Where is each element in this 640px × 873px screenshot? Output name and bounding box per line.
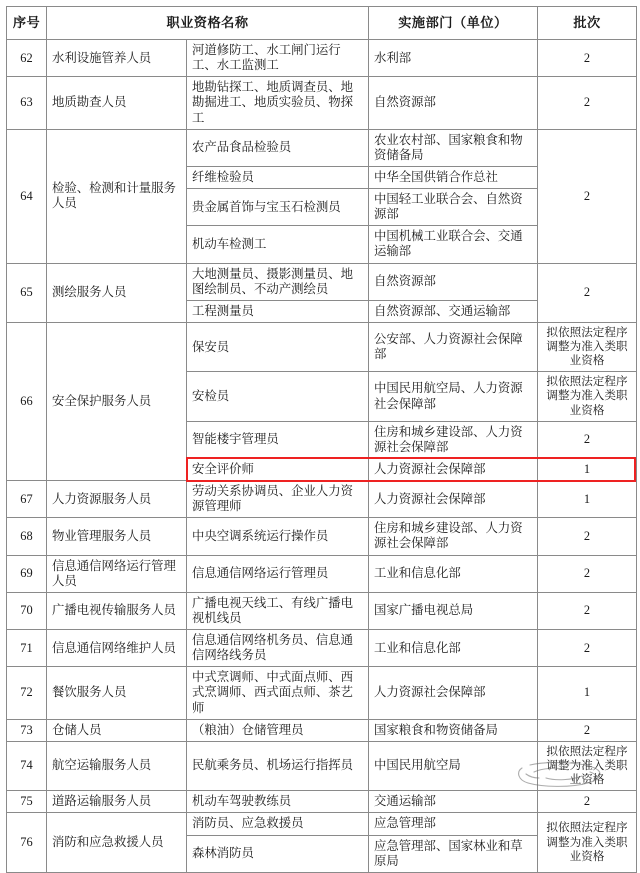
cell-sequence-number: 73 xyxy=(7,719,47,741)
cell-batch: 2 xyxy=(538,518,637,555)
cell-qualification-name: 智能楼宇管理员 xyxy=(187,421,369,458)
table-row xyxy=(7,129,637,166)
cell-batch: 拟依照法定程序调整为准入类职业资格 xyxy=(538,372,637,421)
cell-qualification-name: 劳动关系协调员、企业人力资源管理师 xyxy=(187,481,369,518)
cell-qualification-name: 纤维检验员 xyxy=(187,166,369,188)
cell-qualification-name: 机动车驾驶教练员 xyxy=(187,791,369,813)
cell-batch: 2 xyxy=(538,77,637,129)
cell-implementing-department: 人力资源社会保障部 xyxy=(369,458,538,480)
cell-implementing-department: 自然资源部 xyxy=(369,263,538,300)
cell-qualification-name: 河道修防工、水工闸门运行工、水工监测工 xyxy=(187,40,369,77)
cell-implementing-department: 公安部、人力资源社会保障部 xyxy=(369,322,538,371)
table-header xyxy=(7,7,637,40)
cell-occupation-category: 地质勘查人员 xyxy=(47,77,187,129)
cell-batch: 2 xyxy=(538,630,637,667)
cell-qualification-name: 中式烹调师、中式面点师、西式烹调师、西式面点师、茶艺师 xyxy=(187,667,369,719)
cell-occupation-category: 信息通信网络运行管理人员 xyxy=(47,555,187,592)
cell-sequence-number: 67 xyxy=(7,481,47,518)
header-cell-seq: 序号 xyxy=(7,7,47,40)
cell-sequence-number: 76 xyxy=(7,813,47,872)
header-row xyxy=(7,7,637,40)
table-row xyxy=(7,667,637,719)
cell-occupation-category: 信息通信网络维护人员 xyxy=(47,630,187,667)
cell-implementing-department: 水利部 xyxy=(369,40,538,77)
header-cell-name: 职业资格名称 xyxy=(47,7,369,40)
table-row xyxy=(7,592,637,629)
cell-occupation-category: 广播电视传输服务人员 xyxy=(47,592,187,629)
cell-implementing-department: 人力资源社会保障部 xyxy=(369,481,538,518)
cell-sequence-number: 66 xyxy=(7,322,47,480)
cell-occupation-category: 航空运输服务人员 xyxy=(47,741,187,790)
table-row xyxy=(7,263,637,300)
cell-qualification-name: 广播电视天线工、有线广播电视机线员 xyxy=(187,592,369,629)
cell-sequence-number: 69 xyxy=(7,555,47,592)
cell-sequence-number: 70 xyxy=(7,592,47,629)
cell-qualification-name: 消防员、应急救援员 xyxy=(187,813,369,835)
cell-implementing-department: 中国民用航空局 xyxy=(369,741,538,790)
cell-occupation-category: 检验、检测和计量服务人员 xyxy=(47,129,187,263)
cell-qualification-name: 中央空调系统运行操作员 xyxy=(187,518,369,555)
cell-batch: 2 xyxy=(538,791,637,813)
cell-occupation-category: 测绘服务人员 xyxy=(47,263,187,322)
cell-qualification-name: 大地测量员、摄影测量员、地图绘制员、不动产测绘员 xyxy=(187,263,369,300)
cell-occupation-category: 餐饮服务人员 xyxy=(47,667,187,719)
cell-qualification-name: 民航乘务员、机场运行指挥员 xyxy=(187,741,369,790)
cell-sequence-number: 63 xyxy=(7,77,47,129)
cell-qualification-name: 地勘钻探工、地质调查员、地勘掘进工、地质实验员、物探工 xyxy=(187,77,369,129)
cell-implementing-department: 中国民用航空局、人力资源社会保障部 xyxy=(369,372,538,421)
cell-batch: 2 xyxy=(538,40,637,77)
header-cell-dept: 实施部门（单位） xyxy=(369,7,538,40)
cell-occupation-category: 消防和应急救援人员 xyxy=(47,813,187,872)
table-row xyxy=(7,741,637,790)
cell-sequence-number: 64 xyxy=(7,129,47,263)
table-row xyxy=(7,322,637,371)
cell-implementing-department: 中国机械工业联合会、交通运输部 xyxy=(369,226,538,263)
cell-implementing-department: 农业农村部、国家粮食和物资储备局 xyxy=(369,129,538,166)
table-body xyxy=(7,40,637,873)
cell-implementing-department: 国家广播电视总局 xyxy=(369,592,538,629)
table-row xyxy=(7,813,637,835)
cell-occupation-category: 道路运输服务人员 xyxy=(47,791,187,813)
cell-qualification-name: 贵金属首饰与宝玉石检测员 xyxy=(187,189,369,226)
cell-implementing-department: 中华全国供销合作总社 xyxy=(369,166,538,188)
cell-occupation-category: 仓储人员 xyxy=(47,719,187,741)
header-cell-batch: 批次 xyxy=(538,7,637,40)
cell-batch: 拟依照法定程序调整为准入类职业资格 xyxy=(538,322,637,371)
cell-batch: 2 xyxy=(538,555,637,592)
cell-implementing-department: 住房和城乡建设部、人力资源社会保障部 xyxy=(369,421,538,458)
cell-batch: 1 xyxy=(538,667,637,719)
cell-implementing-department: 应急管理部、国家林业和草原局 xyxy=(369,835,538,872)
cell-occupation-category: 水利设施管养人员 xyxy=(47,40,187,77)
cell-implementing-department: 自然资源部、交通运输部 xyxy=(369,300,538,322)
cell-sequence-number: 71 xyxy=(7,630,47,667)
cell-implementing-department: 人力资源社会保障部 xyxy=(369,667,538,719)
table-row xyxy=(7,719,637,741)
occupational-qualification-table xyxy=(6,6,637,873)
table-row xyxy=(7,481,637,518)
cell-batch: 1 xyxy=(538,458,637,480)
cell-qualification-name: （粮油）仓储管理员 xyxy=(187,719,369,741)
cell-batch: 拟依照法定程序调整为准入类职业资格 xyxy=(538,741,637,790)
cell-batch: 2 xyxy=(538,592,637,629)
table-row xyxy=(7,518,637,555)
cell-implementing-department: 中国轻工业联合会、自然资源部 xyxy=(369,189,538,226)
cell-batch: 拟依照法定程序调整为准入类职业资格 xyxy=(538,813,637,872)
cell-sequence-number: 74 xyxy=(7,741,47,790)
cell-batch: 1 xyxy=(538,481,637,518)
cell-sequence-number: 72 xyxy=(7,667,47,719)
cell-occupation-category: 物业管理服务人员 xyxy=(47,518,187,555)
cell-qualification-name: 安检员 xyxy=(187,372,369,421)
cell-implementing-department: 工业和信息化部 xyxy=(369,555,538,592)
cell-batch: 2 xyxy=(538,719,637,741)
cell-batch: 2 xyxy=(538,129,637,263)
cell-implementing-department: 工业和信息化部 xyxy=(369,630,538,667)
cell-implementing-department: 交通运输部 xyxy=(369,791,538,813)
cell-batch: 2 xyxy=(538,263,637,322)
table-row xyxy=(7,77,637,129)
cell-qualification-name: 农产品食品检验员 xyxy=(187,129,369,166)
cell-occupation-category: 人力资源服务人员 xyxy=(47,481,187,518)
cell-qualification-name: 信息通信网络机务员、信息通信网络线务员 xyxy=(187,630,369,667)
cell-qualification-name: 森林消防员 xyxy=(187,835,369,872)
table-row xyxy=(7,555,637,592)
cell-sequence-number: 65 xyxy=(7,263,47,322)
cell-sequence-number: 75 xyxy=(7,791,47,813)
cell-qualification-name: 工程测量员 xyxy=(187,300,369,322)
cell-sequence-number: 68 xyxy=(7,518,47,555)
table-row xyxy=(7,791,637,813)
cell-qualification-name: 信息通信网络运行管理员 xyxy=(187,555,369,592)
cell-implementing-department: 自然资源部 xyxy=(369,77,538,129)
cell-implementing-department: 国家粮食和物资储备局 xyxy=(369,719,538,741)
cell-sequence-number: 62 xyxy=(7,40,47,77)
cell-qualification-name: 机动车检测工 xyxy=(187,226,369,263)
cell-implementing-department: 应急管理部 xyxy=(369,813,538,835)
table-row xyxy=(7,40,637,77)
cell-implementing-department: 住房和城乡建设部、人力资源社会保障部 xyxy=(369,518,538,555)
cell-occupation-category: 安全保护服务人员 xyxy=(47,322,187,480)
cell-qualification-name: 保安员 xyxy=(187,322,369,371)
table-row xyxy=(7,630,637,667)
cell-qualification-name: 安全评价师 xyxy=(187,458,369,480)
cell-batch: 2 xyxy=(538,421,637,458)
